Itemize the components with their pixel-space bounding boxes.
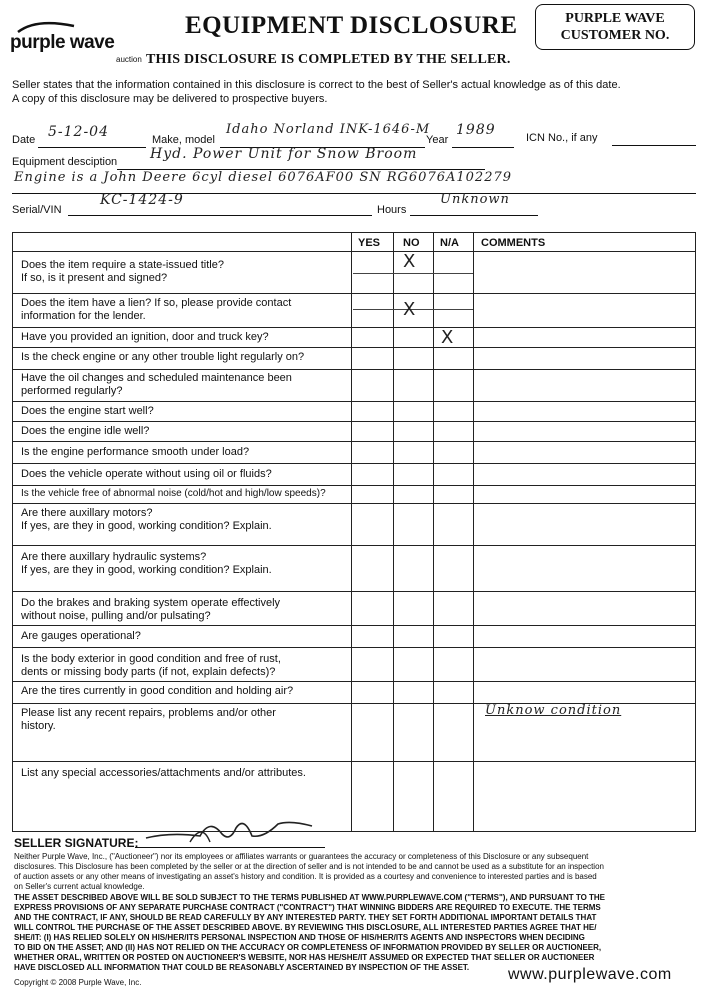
row-divider bbox=[13, 625, 695, 626]
answer-no-mark-lien[interactable]: X bbox=[403, 299, 416, 320]
question-accessories bbox=[21, 767, 351, 780]
row-divider bbox=[13, 369, 695, 370]
question-line: Is the body exterior in good condition and free of rust, bbox=[21, 653, 281, 665]
row-divider bbox=[13, 545, 695, 546]
question-engine-idle bbox=[21, 425, 351, 438]
row-divider bbox=[13, 441, 695, 442]
question-line: Are gauges operational? bbox=[21, 630, 141, 642]
terms-line: THE ASSET DESCRIBED ABOVE WILL BE SOLD SUBJECT TO THE TERMS PUBLISHED AT WWW.PURPLEWAVE.COM ("TERMS"), AND PURSUANT TO THE bbox=[14, 893, 606, 902]
question-line: Does the item require a state-issued title? bbox=[21, 259, 224, 271]
question-brakes bbox=[21, 597, 351, 623]
customer-box-line2: CUSTOMER NO. bbox=[560, 28, 670, 43]
disclaimer-line: Neither Purple Wave, Inc., ("Auctioneer") nor its employees or affiliates warrants or guarantees the accuracy or completeness of this Disclosure or any subsequent bbox=[14, 852, 589, 861]
col-divider-yes bbox=[393, 233, 394, 831]
customer-number-box bbox=[535, 4, 695, 50]
description-label: Equipment desciption bbox=[12, 156, 118, 168]
row-divider bbox=[13, 251, 695, 252]
question-lien bbox=[21, 297, 351, 323]
col-header-yes: YES bbox=[358, 237, 381, 249]
terms-line: HAVE DISCLOSED ALL INFORMATION THAT COULD BE REASONABLY ASCERTAINED BY INSPECTION OF THE ASSET. bbox=[14, 963, 470, 972]
intro-text bbox=[12, 78, 712, 106]
question-line: Does the engine start well? bbox=[21, 405, 154, 417]
question-gauges bbox=[21, 630, 351, 643]
seller-signature[interactable] bbox=[140, 812, 320, 848]
question-line: without noise, pulling and/or pulsating? bbox=[21, 610, 211, 622]
copyright-text: Copyright © 2008 Purple Wave, Inc. bbox=[14, 978, 142, 987]
question-line: Is the vehicle free of abnormal noise (cold/hot and high/low speeds)? bbox=[21, 488, 326, 499]
comment-repairs-history[interactable]: Unknow condition bbox=[485, 703, 622, 718]
row-divider bbox=[13, 463, 695, 464]
question-line: Does the item have a lien? If so, please provide contact bbox=[21, 297, 292, 309]
icn-label: ICN No., if any bbox=[526, 132, 598, 144]
terms-line: WILL CONTROL THE PURCHASE OF THE ASSET DESCRIBED ABOVE. BY REVIEWING THIS DISCLOSURE, ALL INTERESTED PARTIES AGREE THAT HE/ bbox=[14, 923, 597, 932]
question-line: Are the tires currently in good condition and holding air? bbox=[21, 685, 294, 697]
date-line bbox=[38, 146, 146, 148]
icn-field[interactable] bbox=[612, 144, 696, 146]
question-tires bbox=[21, 685, 351, 698]
disclaimer-line: on Seller's current actual knowledge. bbox=[14, 882, 145, 891]
disclaimer-line: of auction assets or any other means of investigating an asset's history and condition. It is provided as a courtesy and convenience to interested parties and is based bbox=[14, 872, 597, 881]
question-line: performed regularly? bbox=[21, 385, 123, 397]
question-body-exterior bbox=[21, 653, 351, 679]
date-field[interactable]: 5-12-04 bbox=[48, 124, 109, 140]
question-abnormal-noise bbox=[21, 487, 351, 500]
row-divider bbox=[13, 761, 695, 762]
intro-line2: A copy of this disclosure may be delivered to prospective buyers. bbox=[12, 93, 328, 105]
page-subtitle: THIS DISCLOSURE IS COMPLETED BY THE SELLER. bbox=[146, 52, 511, 67]
col-divider-no bbox=[433, 233, 434, 831]
hours-label: Hours bbox=[377, 204, 407, 216]
question-line: Does the vehicle operate without using oil or fluids? bbox=[21, 468, 272, 480]
row-divider bbox=[13, 485, 695, 486]
website-link[interactable]: www.purplewave.com bbox=[508, 966, 672, 983]
customer-box-line1: PURPLE WAVE bbox=[565, 11, 665, 26]
year-label: Year bbox=[426, 134, 449, 146]
question-auxillary-motors bbox=[21, 507, 351, 533]
question-line: Is the engine performance smooth under load? bbox=[21, 446, 250, 458]
question-line: If yes, are they in good, working condition? Explain. bbox=[21, 564, 272, 576]
question-state-title bbox=[21, 259, 351, 285]
serial-vin-line bbox=[68, 214, 372, 216]
row-divider bbox=[13, 503, 695, 504]
year-line bbox=[452, 146, 514, 148]
question-engine-performance bbox=[21, 446, 351, 459]
question-auxillary-hydraulics bbox=[21, 551, 351, 577]
intro-line1: Seller states that the information contained in this disclosure is correct to the best of Seller's actual knowledge as of this date. bbox=[12, 79, 621, 91]
col-divider-questions bbox=[351, 233, 352, 831]
date-label: Date bbox=[12, 134, 36, 146]
serial-vin-field[interactable]: KC-1424-9 bbox=[100, 192, 184, 208]
question-oil-changes bbox=[21, 372, 351, 398]
row-divider bbox=[13, 401, 695, 402]
logo-subtext: auction bbox=[116, 55, 142, 64]
question-line: history. bbox=[21, 720, 56, 732]
terms-line: EXPRESS PROVISIONS OF ANY SEPARATE PURCHASE CONTRACT ("CONTRACT") THAT WINNING BIDDERS ARE REQUIRED TO EXECUTE. THE TERMS bbox=[14, 903, 601, 912]
seller-signature-label: SELLER SIGNATURE: bbox=[14, 836, 139, 850]
question-line: List any special accessories/attachments and/or attributes. bbox=[21, 767, 306, 779]
serial-vin-label: Serial/VIN bbox=[12, 204, 62, 216]
question-line: Are there auxillary motors? bbox=[21, 507, 153, 519]
terms-line: SHE/IT: (I) HAS RELIED SOLELY ON HIS/HER/ITS PERSONAL INSPECTION AND THOSE OF HIS/HER/ITS AGENTS AND INSPECTORS WHEN DECIDING bbox=[14, 933, 585, 942]
question-oil-fluids bbox=[21, 468, 351, 481]
question-line: Have the oil changes and scheduled maintenance been bbox=[21, 372, 292, 384]
disclaimer-line: disclosures. This Disclosure has been completed by the seller or at the direction of seller and is not intended to be and cannot be used as a substitute for an inspection bbox=[14, 862, 604, 871]
question-line: Do the brakes and braking system operate effectively bbox=[21, 597, 281, 609]
row-subdivider bbox=[353, 273, 473, 274]
page-title: EQUIPMENT DISCLOSURE bbox=[185, 12, 518, 39]
question-line: information for the lender. bbox=[21, 310, 146, 322]
question-trouble-light bbox=[21, 351, 351, 364]
question-line: If so, is it present and signed? bbox=[21, 272, 168, 284]
description-field[interactable]: Hyd. Power Unit for Snow Broom bbox=[150, 146, 418, 162]
terms-line: WHETHER ORAL, WRITTEN OR POSTED ON AUCTIONEER'S WEBSITE, NOR HAS HE/SHE/IT ASSUMED OR EXPECTED THAT SELLER OR AUCTIONEER bbox=[14, 953, 595, 962]
disclaimer-text bbox=[14, 852, 704, 892]
row-divider bbox=[13, 591, 695, 592]
make-model-field[interactable]: Idaho Norland INK-1646-M bbox=[226, 122, 431, 137]
description-field-2[interactable]: Engine is a John Deere 6cyl diesel 6076AF00 SN RG6076A102279 bbox=[14, 170, 513, 185]
question-repairs-history bbox=[21, 707, 351, 733]
hours-field[interactable]: Unknown bbox=[440, 192, 510, 207]
question-line: Is the check engine or any other trouble light regularly on? bbox=[21, 351, 305, 363]
hours-line bbox=[410, 214, 538, 216]
question-line: If yes, are they in good, working condition? Explain. bbox=[21, 520, 272, 532]
col-header-no: NO bbox=[403, 237, 420, 249]
question-keys bbox=[21, 331, 351, 344]
question-line: Please list any recent repairs, problems and/or other bbox=[21, 707, 276, 719]
make-model-label: Make, model bbox=[152, 134, 215, 146]
logo-text: purple wave bbox=[10, 32, 115, 53]
row-divider bbox=[13, 681, 695, 682]
answer-no-mark-state-title[interactable]: X bbox=[403, 251, 416, 272]
row-divider bbox=[13, 347, 695, 348]
question-engine-start bbox=[21, 405, 351, 418]
row-divider bbox=[13, 421, 695, 422]
row-divider bbox=[13, 327, 695, 328]
terms-text bbox=[14, 893, 704, 973]
terms-line: AND THE CONTRACT, IF ANY, SHOULD BE READ CAREFULLY BY ANY INTERESTED PARTY. THEY SET FORTH ADDITIONAL IMPORTANT DETAILS THAT bbox=[14, 913, 597, 922]
row-divider bbox=[13, 647, 695, 648]
question-line: dents or missing body parts (if not, explain defects)? bbox=[21, 666, 276, 678]
terms-line: TO BID ON THE ASSET; AND (II) HAS NOT RELIED ON THE ACCURACY OR COMPLETENESS OF INFORMATION PROVIDED BY SELLER OR AUCTIONEER, bbox=[14, 943, 602, 952]
col-divider-na bbox=[473, 233, 474, 831]
question-line: Does the engine idle well? bbox=[21, 425, 150, 437]
row-divider bbox=[13, 293, 695, 294]
col-header-na: N/A bbox=[440, 237, 459, 249]
year-field[interactable]: 1989 bbox=[456, 122, 496, 138]
answer-na-mark-keys[interactable]: X bbox=[441, 327, 454, 348]
question-line: Are there auxillary hydraulic systems? bbox=[21, 551, 207, 563]
signature-line bbox=[135, 846, 325, 848]
col-header-comments: COMMENTS bbox=[481, 237, 546, 249]
disclosure-table bbox=[12, 232, 696, 832]
question-line: Have you provided an ignition, door and truck key? bbox=[21, 331, 269, 343]
